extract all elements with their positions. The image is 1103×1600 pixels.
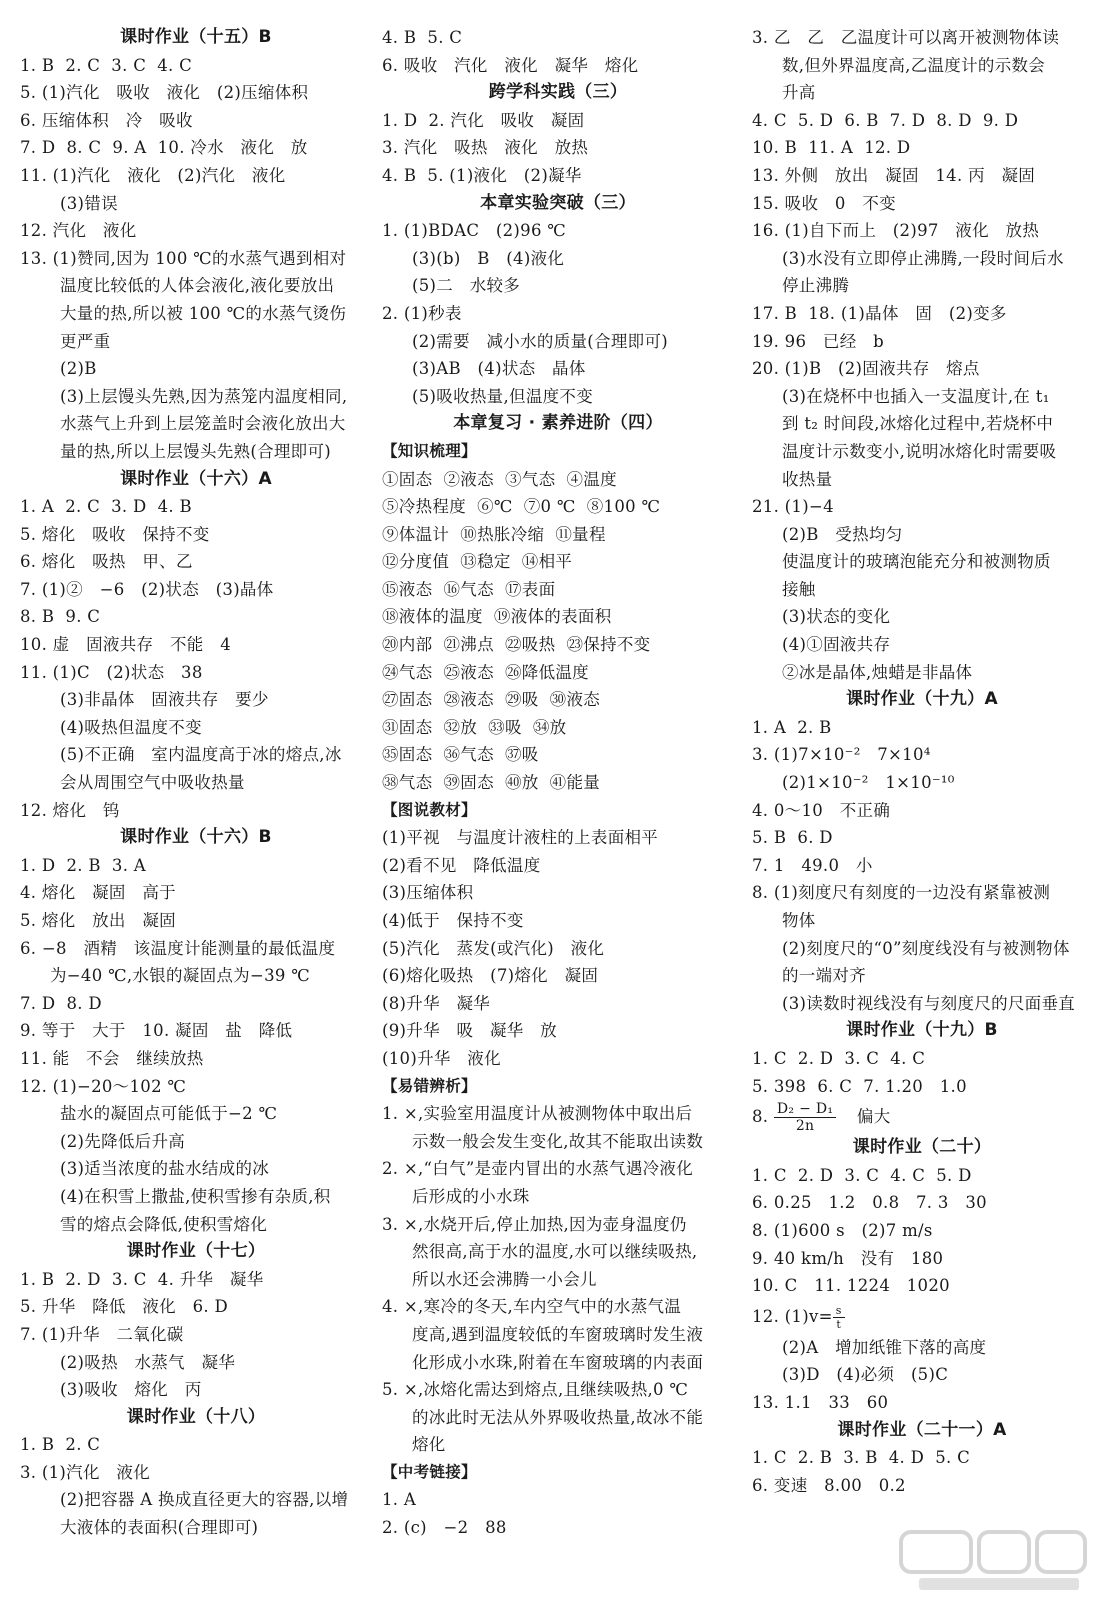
answer-line: (3)状态的变化 (782, 607, 891, 627)
answer-line: 21. (1)−4 (752, 497, 834, 517)
section-heading: 课时作业（二十） (852, 1137, 992, 1158)
answer-line: 1. B 2. D 3. C 4. 升华 凝华 (20, 1269, 264, 1289)
answer-line: (2)看不见 降低温度 (382, 855, 541, 875)
fraction-denominator: t (836, 1317, 842, 1331)
answer-line: 7. (1)② −6 (2)状态 (3)晶体 (20, 579, 274, 599)
subsection-heading: 【知识梳理】 (382, 441, 477, 460)
answer-line: 4. B 5. C (382, 28, 463, 47)
answer-line: 更严重 (60, 331, 111, 351)
answer-line: ⑳内部 ㉑沸点 ㉒吸热 ㉓保持不变 (382, 635, 651, 655)
answer-line: (1)平视 与温度计液柱的上表面相平 (382, 828, 659, 848)
answer-line: 5. 升华 降低 液化 6. D (20, 1297, 229, 1317)
answer-line: (4)吸热但温度不变 (60, 717, 202, 737)
answer-line: 7. 1 49.0 小 (752, 855, 873, 875)
answer-line: ⑤冷热程度 ⑥℃ ⑦0 ℃ ⑧100 ℃ (382, 497, 661, 517)
answer-line: 2. ×,“白气”是壶内冒出的水蒸气遇冷液化 (382, 1159, 694, 1179)
answer-line: 然很高,高于水的温度,水可以继续吸热, (412, 1242, 698, 1262)
subsection-heading: 【图说教材】 (382, 800, 477, 819)
answer-line: (4)在积雪上撒盐,使积雪掺有杂质,积 (60, 1186, 331, 1206)
answer-column-1 (20, 24, 372, 1542)
section-heading: 本章复习 · 素养进阶（四） (453, 413, 663, 434)
watermark-logo-icon (899, 1528, 1089, 1594)
answer-line: 1. C 2. D 3. C 4. C (752, 1048, 926, 1068)
answer-line: 温度计示数变小,说明冰熔化时需要吸 (782, 441, 1057, 461)
answer-line: 10. C 11. 1224 1020 (752, 1276, 950, 1296)
answer-line: 量的热,所以上层馒头先熟(合理即可) (60, 441, 332, 461)
answer-line: 8. (1)600 s (2)7 m/s (752, 1220, 933, 1240)
answer-line: 2. (c) −2 88 (382, 1518, 507, 1538)
answer-line: 9. 40 km/h 没有 180 (752, 1248, 944, 1268)
answer-line: 12. 熔化 钨 (20, 800, 120, 820)
answer-line: (8)升华 凝华 (382, 993, 491, 1013)
answer-line: 6. 熔化 吸热 甲、乙 (20, 552, 193, 572)
subsection-heading: 【易错辨析】 (382, 1076, 477, 1095)
answer-line: ㉟固态 ㊱气态 ㊲吸 (382, 745, 539, 765)
answer-line: 12. 汽化 液化 (20, 221, 137, 241)
answer-line: 13. 1.1 33 60 (752, 1392, 889, 1412)
answer-line: 10. B 11. A 12. D (752, 138, 911, 158)
answer-line: (10)升华 液化 (382, 1048, 501, 1068)
answer-line: 1. D 2. 汽化 吸收 凝固 (382, 110, 585, 130)
answer-line: 4. C 5. D 6. B 7. D 8. D 9. D (752, 110, 1019, 130)
answer-line (752, 1100, 1092, 1134)
answer-line: (5)汽化 蒸发(或汽化) 液化 (382, 938, 605, 958)
answer-line: 停止沸腾 (782, 276, 850, 296)
answer-line: 20. (1)B (2)固液共存 熔点 (752, 359, 980, 379)
answer-line: 3. (1)汽化 液化 (20, 1462, 150, 1482)
answer-line: 后形成的小水珠 (412, 1186, 530, 1206)
answer-line: (4)低于 保持不变 (382, 911, 524, 930)
answer-line: 6. 压缩体积 冷 吸收 (20, 110, 193, 130)
answer-line: 大液体的表面积(合理即可) (60, 1518, 259, 1538)
answer-line: ②冰是晶体,烛蜡是非晶体 (782, 662, 973, 682)
answer-line: 15. 吸收 0 不变 (752, 193, 896, 213)
answer-prefix: 8. (752, 1107, 774, 1127)
section-heading: 课时作业（十七） (126, 1241, 266, 1262)
answer-line: (5)不正确 室内温度高于冰的熔点,冰 (60, 745, 342, 765)
answer-line: (5)二 水较多 (412, 276, 521, 296)
answer-line: 4. B 5. (1)液化 (2)凝华 (382, 165, 582, 185)
answer-line: 1. A (382, 1490, 417, 1510)
answer-line: 5. 熔化 吸收 保持不变 (20, 524, 210, 544)
answer-line: (2)需要 减小水的质量(合理即可) (412, 331, 668, 351)
answer-line: 5. B 6. D (752, 828, 833, 848)
answer-line: 1. C 2. D 3. C 4. C 5. D (752, 1165, 972, 1185)
answer-line: 1. D 2. B 3. A (20, 855, 147, 875)
answer-line: (3)在烧杯中也插入一支温度计,在 t₁ (782, 386, 1050, 406)
answer-line: 5. (1)汽化 吸收 液化 (2)压缩体积 (20, 83, 309, 103)
answer-line: 17. B 18. (1)晶体 固 (2)变多 (752, 303, 1007, 323)
answer-line: 3. (1)7×10⁻² 7×10⁴ (752, 745, 931, 765)
answer-line: ⑮液态 ⑯气态 ⑰表面 (382, 579, 556, 599)
fraction-numerator: D₂ − D₁ (774, 1102, 836, 1118)
answer-line: 所以水还会沸腾一小会儿 (412, 1269, 597, 1289)
answer-line: 示数一般会发生变化,故其不能取出读数 (412, 1131, 704, 1151)
answer-line: (4)①固液共存 (782, 635, 891, 655)
answer-line: 接触 (782, 579, 816, 599)
answer-line: ⑱液体的温度 ⑲液体的表面积 (382, 607, 612, 627)
answer-line: ㉛固态 ㉜放 ㉝吸 ㉞放 (382, 717, 567, 737)
fraction-numerator: s (833, 1305, 845, 1318)
answer-line: (2)刻度尺的“0”刻度线没有与被测物体 (782, 938, 1070, 958)
answer-line: (3)D (4)必须 (5)C (782, 1365, 949, 1385)
answer-line: 16. (1)自下而上 (2)97 液化 放热 (752, 221, 1040, 241)
answer-line: 3. 乙 乙 乙温度计可以离开被测物体读 (752, 28, 1060, 47)
answer-line: 11. (1)汽化 液化 (2)汽化 液化 (20, 165, 286, 185)
answer-line: (5)吸收热量,但温度不变 (412, 386, 594, 406)
answer-line: 为−40 ℃,水银的凝固点为−39 ℃ (50, 966, 310, 986)
answer-line: 12. (1)−20～102 ℃ (20, 1076, 187, 1096)
answer-line: (2)先降低后升高 (60, 1131, 186, 1151)
answer-line: 熔化 (412, 1435, 446, 1455)
answer-line: 大量的热,所以被 100 ℃的水蒸气烫伤 (60, 303, 347, 323)
answer-line: (3)非晶体 固液共存 要少 (60, 690, 269, 710)
answer-line: 1. A 2. B (752, 717, 832, 737)
answer-line: 升高 (782, 83, 816, 103)
section-heading: 课时作业（十五）B (120, 27, 272, 47)
answer-line: ㉔气态 ㉕液态 ㉖降低温度 (382, 662, 589, 682)
answer-line: 1. B 2. C 3. C 4. C (20, 55, 193, 75)
section-heading: 课时作业（十六）A (120, 468, 272, 489)
answer-line: (3)吸收 熔化 丙 (60, 1380, 202, 1400)
answer-line: 3. 汽化 吸热 液化 放热 (382, 138, 589, 158)
answer-line: (2)A 增加纸锥下落的高度 (782, 1337, 987, 1357)
answer-suffix: 偏大 (840, 1107, 891, 1127)
fraction (774, 1102, 836, 1133)
section-heading: 本章实验突破（三） (480, 192, 636, 213)
answer-line: 7. D 8. C 9. A 10. 冷水 液化 放 (20, 138, 308, 158)
answer-line: 13. (1)赞同,因为 100 ℃的水蒸气遇到相对 (20, 248, 347, 268)
answer-line: (3)水没有立即停止沸腾,一段时间后水 (782, 248, 1064, 268)
answer-line: 到 t₂ 时间段,冰熔化过程中,若烧杯中 (782, 414, 1054, 434)
answer-line: 8. B 9. C (20, 607, 101, 627)
answer-line: (3)上层馒头先熟,因为蒸笼内温度相同, (60, 386, 348, 406)
answer-line: (2)吸热 水蒸气 凝华 (60, 1352, 236, 1372)
answer-line: 2. (1)秒表 (382, 303, 462, 323)
section-heading: 课时作业（十九）A (846, 689, 998, 710)
answer-line: 19. 96 已经 b (752, 331, 885, 351)
answer-line: 13. 外侧 放出 凝固 14. 丙 凝固 (752, 165, 1036, 185)
answer-line: ⑫分度值 ⑬稳定 ⑭相平 (382, 552, 573, 572)
answer-line: 11. (1)C (2)状态 38 (20, 662, 203, 682)
answer-line: (2)1×10⁻² 1×10⁻¹⁰ (782, 773, 955, 793)
answer-line: 6. 吸收 汽化 液化 凝华 熔化 (382, 55, 639, 75)
answer-line: 会从周围空气中吸收热量 (60, 773, 245, 793)
section-heading: 课时作业（十九）B (846, 1020, 998, 1041)
answer-line: 4. 熔化 凝固 高于 (20, 883, 176, 903)
answer-line: (9)升华 吸 凝华 放 (382, 1021, 557, 1041)
section-heading: 跨学科实践（三） (488, 82, 628, 103)
answer-line: (3)(b) B (4)液化 (412, 248, 565, 268)
fraction (833, 1305, 845, 1330)
answer-line: 8. (1)刻度尺有刻度的一边没有紧靠被测 (752, 883, 1051, 903)
answer-line (752, 1300, 1092, 1334)
answer-line: 1. B 2. C (20, 1435, 101, 1455)
answer-line: 盐水的凝固点可能低于−2 ℃ (60, 1104, 278, 1124)
answer-line: 1. A 2. C 3. D 4. B (20, 497, 192, 517)
answer-line: 物体 (782, 911, 816, 930)
answer-line: (2)B (60, 359, 97, 379)
answer-line: 的冰此时无法从外界吸收热量,故冰不能 (412, 1407, 704, 1427)
fraction-denominator: 2n (795, 1118, 815, 1135)
answer-line: 9. 等于 大于 10. 凝固 盐 降低 (20, 1021, 293, 1041)
answer-line: ①固态 ②液态 ③气态 ④温度 (382, 469, 617, 489)
answer-line: (3)读数时视线没有与刻度尺的尺面垂直 (782, 993, 1076, 1013)
answer-line: 11. 能 不会 继续放热 (20, 1048, 204, 1068)
answer-line: 水蒸气上升到上层笼盖时会液化放出大 (60, 414, 346, 434)
answer-line: (3)压缩体积 (382, 883, 474, 903)
answer-line: (2)B 受热均匀 (782, 524, 903, 544)
subsection-heading: 【中考链接】 (382, 1462, 477, 1481)
answer-line: 10. 虚 固液共存 不能 4 (20, 635, 231, 655)
answer-line: 温度比较低的人体会液化,液化要放出 (60, 276, 335, 296)
answer-line: 3. ×,水烧开后,停止加热,因为壶身温度仍 (382, 1214, 687, 1234)
answer-line: 5. 398 6. C 7. 1.20 1.0 (752, 1076, 967, 1096)
answer-column-3 (752, 24, 1092, 1499)
answer-column-2 (382, 24, 734, 1542)
answer-line: (3)AB (4)状态 晶体 (412, 359, 586, 379)
answer-line: 度高,遇到温度较低的车窗玻璃时发生液 (412, 1324, 704, 1344)
section-heading: 课时作业（十八） (126, 1406, 266, 1427)
answer-line: 数,但外界温度高,乙温度计的示数会 (782, 55, 1046, 75)
answer-line: 5. 熔化 放出 凝固 (20, 911, 176, 930)
answer-line: 6. 0.25 1.2 0.8 7. 3 30 (752, 1193, 987, 1213)
answer-line: (3)适当浓度的盐水结成的冰 (60, 1159, 270, 1179)
answer-line: ⑨体温计 ⑩热胀冷缩 ⑪量程 (382, 524, 606, 544)
answer-prefix: 12. (1)v= (752, 1306, 833, 1326)
answer-line: (3)错误 (60, 193, 118, 213)
answer-line: ㊳气态 ㊴固态 ㊵放 ㊶能量 (382, 773, 601, 793)
answer-line: 4. ×,寒冷的冬天,车内空气中的水蒸气温 (382, 1297, 682, 1317)
answer-line: (2)把容器 A 换成直径更大的容器,以增 (60, 1490, 349, 1510)
answer-line: 1. C 2. B 3. B 4. D 5. C (752, 1448, 971, 1468)
answer-line: (6)熔化吸热 (7)熔化 凝固 (382, 966, 599, 986)
answer-line: 化形成小水珠,附着在车窗玻璃的内表面 (412, 1352, 704, 1372)
answer-line: 7. (1)升华 二氧化碳 (20, 1324, 184, 1344)
answer-line: 5. ×,冰熔化需达到熔点,且继续吸热,0 ℃ (382, 1380, 689, 1400)
answer-line: 雪的熔点会降低,使积雪熔化 (60, 1214, 268, 1234)
answer-line: 使温度计的玻璃泡能充分和被测物质 (782, 552, 1051, 572)
section-heading: 课时作业（十六）B (120, 827, 272, 848)
answer-line: 6. 变速 8.00 0.2 (752, 1475, 906, 1495)
answer-line: 1. (1)BDAC (2)96 ℃ (382, 221, 567, 241)
answer-line: 4. 0～10 不正确 (752, 800, 891, 820)
answer-line: ㉗固态 ㉘液态 ㉙吸 ㉚液态 (382, 690, 601, 710)
answer-line: 6. −8 酒精 该温度计能测量的最低温度 (20, 938, 336, 958)
answer-line: 7. D 8. D (20, 993, 102, 1013)
answer-line: 收热量 (782, 469, 833, 489)
section-heading: 课时作业（二十一）A (837, 1419, 1007, 1440)
answer-line: 1. ×,实验室用温度计从被测物体中取出后 (382, 1104, 693, 1124)
answer-line: 的一端对齐 (782, 966, 866, 986)
